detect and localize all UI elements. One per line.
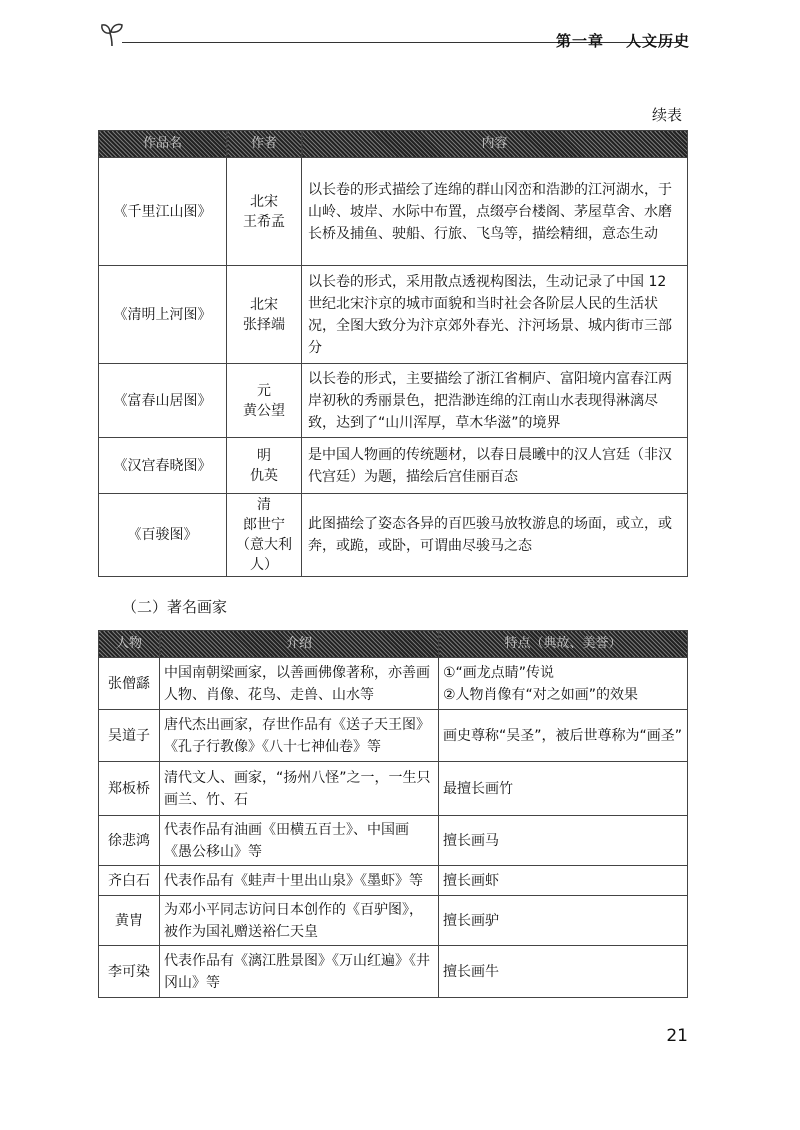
sprout-icon	[97, 18, 127, 48]
artwork-content: 此图描绘了姿态各异的百匹骏马放牧游息的场面，或立，或奔，或跪，或卧，可谓曲尽骏马之态	[302, 494, 688, 577]
artwork-author	[227, 494, 302, 577]
author-name: 郎世宁	[243, 517, 285, 533]
page-number: 21	[666, 1026, 688, 1046]
table-row	[99, 658, 688, 710]
table-row	[99, 710, 688, 762]
artwork-name: 《百骏图》	[99, 494, 227, 577]
author-name: 张择端	[243, 316, 285, 333]
dynasty: 清	[257, 497, 271, 513]
header-cell: 人物	[99, 631, 160, 658]
painter-name: 黄胄	[99, 896, 160, 946]
table-row	[99, 896, 688, 946]
painter-name: 郑板桥	[99, 762, 160, 816]
table-row	[99, 946, 688, 998]
table-row	[99, 438, 688, 494]
painter-feature: 最擅长画竹	[439, 762, 688, 816]
header-cell: 作者	[227, 131, 302, 158]
painter-name: 李可染	[99, 946, 160, 998]
table-header-row	[99, 131, 688, 158]
painter-name: 徐悲鸿	[99, 816, 160, 866]
continued-label: 续表	[651, 106, 682, 124]
author-note: （意大利人）	[236, 537, 292, 573]
table-row	[99, 266, 688, 364]
painter-name: 张僧繇	[99, 658, 160, 710]
artworks-table	[98, 130, 688, 577]
author-name: 仇英	[250, 467, 278, 484]
author-name: 黄公望	[243, 402, 285, 419]
painter-feature	[439, 658, 688, 710]
painter-feature: 擅长画虾	[439, 866, 688, 896]
painter-intro: 代表作品有《漓江胜景图》《万山红遍》《井冈山》等	[160, 946, 439, 998]
header-cell: 内容	[302, 131, 688, 158]
table-row	[99, 866, 688, 896]
dynasty: 元	[257, 382, 271, 399]
painter-intro: 中国南朝梁画家，以善画佛像著称，亦善画人物、肖像、花鸟、走兽、山水等	[160, 658, 439, 710]
artwork-name: 《富春山居图》	[99, 364, 227, 438]
chapter-title: 人文历史	[625, 32, 690, 50]
dynasty: 北宋	[250, 193, 278, 210]
chapter-number: 第一章	[555, 32, 604, 50]
table-row	[99, 816, 688, 866]
section-title: （二）著名画家	[122, 598, 228, 616]
table-row	[99, 762, 688, 816]
artwork-name: 《清明上河图》	[99, 266, 227, 364]
painter-feature: 擅长画马	[439, 816, 688, 866]
painter-name: 吴道子	[99, 710, 160, 762]
artwork-content: 以长卷的形式描绘了连绵的群山冈峦和浩渺的江河湖水，于山岭、坡岸、水际中布置，点缀亭台楼阁、茅屋草舍、水磨长桥及捕鱼、驶船、行旅、飞鸟等，描绘精细，意态生动	[302, 158, 688, 266]
painter-feature: 擅长画牛	[439, 946, 688, 998]
artwork-content: 以长卷的形式，主要描绘了浙江省桐庐、富阳境内富春江两岸初秋的秀丽景色，把浩渺连绵的江南山水表现得淋漓尽致，达到了“山川浑厚，草木华滋”的境界	[302, 364, 688, 438]
artwork-author	[227, 158, 302, 266]
feature-line: ②人物肖像有“对之如画”的效果	[443, 686, 639, 703]
table-row	[99, 364, 688, 438]
artwork-name: 《汉宫春晓图》	[99, 438, 227, 494]
artwork-name: 《千里江山图》	[99, 158, 227, 266]
painter-intro: 为邓小平同志访问日本创作的《百驴图》，被作为国礼赠送裕仁天皇	[160, 896, 439, 946]
painter-intro: 代表作品有《蛙声十里出山泉》《墨虾》等	[160, 866, 439, 896]
author-name: 王希孟	[243, 213, 285, 230]
painter-intro: 清代文人、画家，“扬州八怪”之一，一生只画兰、竹、石	[160, 762, 439, 816]
header-cell: 特点（典故、美誉）	[439, 631, 688, 658]
painter-feature: 画史尊称“吴圣”，被后世尊称为“画圣”	[439, 710, 688, 762]
table-header-row	[99, 631, 688, 658]
painter-feature: 擅长画驴	[439, 896, 688, 946]
artwork-content: 是中国人物画的传统题材，以春日晨曦中的汉人宫廷（非汉代宫廷）为题，描绘后宫佳丽百态	[302, 438, 688, 494]
painter-intro: 代表作品有油画《田横五百士》、中国画《愚公移山》等	[160, 816, 439, 866]
table-row	[99, 158, 688, 266]
chapter-heading	[556, 30, 690, 51]
page-header	[0, 0, 800, 60]
header-cell: 作品名	[99, 131, 227, 158]
artwork-content: 以长卷的形式，采用散点透视构图法，生动记录了中国 12 世纪北宋汴京的城市面貌和当时社会各阶层人民的生活状况，全图大致分为汴京郊外春光、汴河场景、城内街市三部分	[302, 266, 688, 364]
feature-line: ①“画龙点睛”传说	[443, 664, 555, 681]
painter-intro: 唐代杰出画家，存世作品有《送子天王图》《孔子行教像》《八十七神仙卷》等	[160, 710, 439, 762]
painter-name: 齐白石	[99, 866, 160, 896]
dynasty: 明	[257, 447, 271, 464]
table-row	[99, 494, 688, 577]
artwork-author	[227, 364, 302, 438]
dynasty: 北宋	[250, 296, 278, 313]
artwork-author	[227, 266, 302, 364]
header-cell: 介绍	[160, 631, 439, 658]
painters-table	[98, 630, 688, 998]
artwork-author	[227, 438, 302, 494]
